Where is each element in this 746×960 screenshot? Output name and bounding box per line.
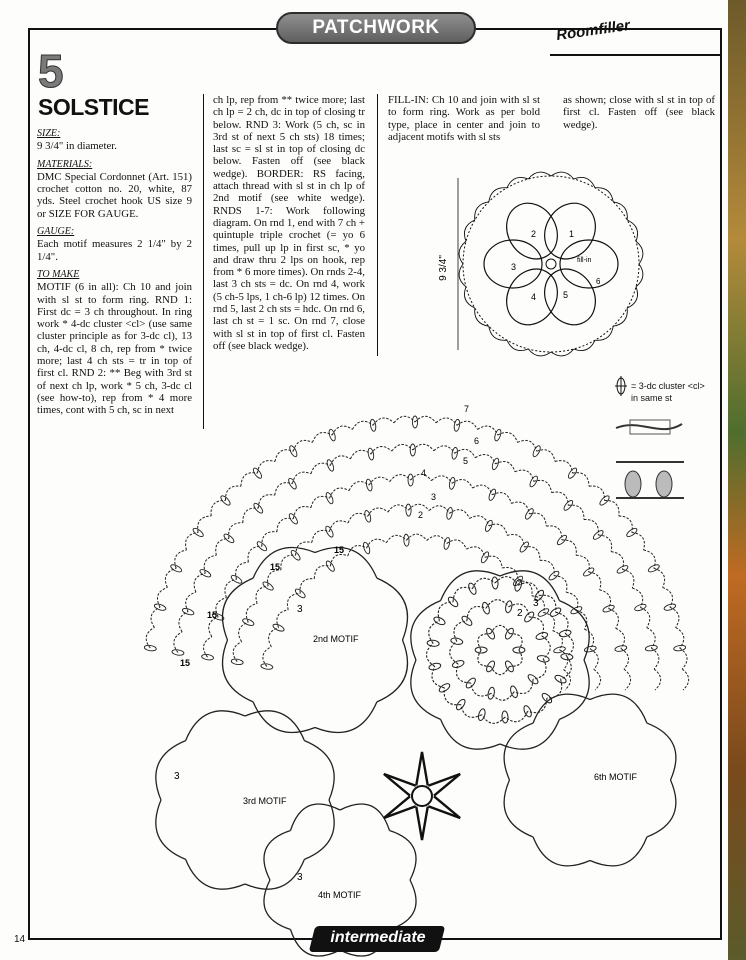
border-round-loop <box>632 532 645 549</box>
round-number: 3 <box>297 872 303 883</box>
border-round-loop <box>262 532 277 547</box>
border-round-loop <box>589 572 601 590</box>
legend-cluster-text: = 3-dc cluster <cl> <box>631 381 705 391</box>
motif-label: 6th MOTIF <box>594 772 638 782</box>
border-round-loop <box>330 488 349 498</box>
border-round-loop <box>293 440 312 451</box>
border-round-loop <box>584 519 598 534</box>
motif-scallop <box>647 780 676 837</box>
petal-number: 3 <box>511 262 517 272</box>
motif-scallop <box>389 880 416 929</box>
motif-scallop <box>315 548 377 579</box>
border-round-loop <box>392 444 413 451</box>
gauge-label: GAUGE: <box>37 226 75 238</box>
round-number: 15 <box>334 545 345 555</box>
fill-in-star-point <box>384 774 416 796</box>
border-round-loop <box>609 609 619 629</box>
instructions-text-2: ch lp, rep from ** twice more; last ch lp = 2 ch, dc in top of closing tr below. RND 3: Work (5 ch, sc in 3rd st of next 5 ch sts) 18 times; last sc = sl st in top of closing dc below. Fasten off (see black wedge). BORDER: RS facing, attach thread with sl st in ch lp of 2nd motif (see white wedge). RNDS 1-7: Work following diagram. On rnd 1, end with 7 ch + quintuple triple crochet (= yo 6 times, pull up lp in first sc, * yo and draw thru 2 lps on hook, rep from * 6 more times). On rnds 2-4, last 3 ch sts = dc. On rnd 4, work (5 ch-5 lps, 1 ch-6 lp) 12 times. On rnd 5, last 2 ch sts = hdc. On rnd 6, last ch st = 1 sc. On rnd 7, close with sl st in top of first cl. Fasten off (see black wedge). <box>213 94 365 352</box>
category-label: Roomfiller <box>555 16 632 45</box>
page-number: 14 <box>14 934 26 945</box>
round-number: 6 <box>474 436 480 446</box>
border-round-loop <box>368 508 388 516</box>
cluster-stitch <box>562 499 574 512</box>
border-round-loop <box>413 444 434 450</box>
materials-label: MATERIALS: <box>37 158 93 170</box>
round-number: 15 <box>207 610 218 620</box>
border-round-loop <box>518 440 537 451</box>
border-round-loop <box>269 628 279 647</box>
border-round-loop <box>258 495 275 509</box>
fill-in-star-point <box>416 752 428 785</box>
border-round-loop <box>239 622 249 642</box>
border-round-loop <box>151 607 160 627</box>
border-round-loop <box>605 500 619 515</box>
motif-scallop <box>504 723 533 780</box>
border-round-loop <box>371 446 392 454</box>
border-round-loop <box>427 536 447 544</box>
border-round-loop <box>511 502 529 514</box>
border-round-loop <box>436 418 457 425</box>
border-round-loop <box>475 455 495 464</box>
border-round-loop <box>388 505 409 512</box>
materials-text: DMC Special Cordonnet (Art. 151) crochet cotton no. 20, white, 87 yds. Steel crochet hook US size 9 or SIZE FOR GAUGE. <box>37 170 192 220</box>
border-round-loop <box>373 418 394 425</box>
petal-number: 6 <box>596 277 601 286</box>
motif-scallop <box>291 804 340 831</box>
border-round-loop <box>367 539 387 548</box>
motif-scallop <box>441 719 500 749</box>
petal-number: 5 <box>563 290 569 300</box>
motif-scallop <box>245 711 304 741</box>
motif-scallop <box>186 711 245 741</box>
petal-number: 2 <box>531 229 537 239</box>
border-round-loop <box>598 535 611 552</box>
fill-in-star-point <box>384 796 416 818</box>
border-round-loop <box>243 508 258 523</box>
section-header: PATCHWORK <box>276 12 476 44</box>
border-round-loop <box>507 534 524 547</box>
border-round-loop <box>329 521 348 532</box>
border-round-loop <box>590 649 598 669</box>
to-make-label: TO MAKE <box>37 268 80 280</box>
border-round-loop <box>406 534 426 540</box>
motif-scallop <box>504 780 533 837</box>
motif-scallop <box>223 578 254 640</box>
pattern-title: SOLSTICE <box>38 94 150 120</box>
motif-scallop <box>156 800 186 859</box>
border-round-loop <box>332 426 352 435</box>
border-round-loop <box>654 669 661 690</box>
motif-label: 3rd MOTIF <box>243 796 287 806</box>
motif-scallop <box>264 831 291 880</box>
border-round-loop <box>186 532 199 549</box>
motif-scallop <box>389 831 416 880</box>
border-round-loop <box>394 416 415 423</box>
border-round-loop <box>165 568 176 587</box>
motif-scallop <box>441 571 500 601</box>
instructions-text-4: as shown; close with sl st in top of first cl. Fasten off (see black wedge). <box>563 94 715 131</box>
motif-scallop <box>590 837 647 866</box>
border-round-loop <box>429 506 449 514</box>
border-round-loop <box>257 461 274 474</box>
motif-scallop <box>647 723 676 780</box>
border-round-loop <box>194 573 205 592</box>
border-round-loop <box>478 426 498 435</box>
round-number: 4 <box>421 468 427 478</box>
size-text: 9 3/4" in diameter. <box>37 140 117 153</box>
border-round-loop <box>330 456 350 466</box>
border-round-loop <box>670 607 679 627</box>
size-label: SIZE: <box>37 128 61 139</box>
motif-scallop <box>304 741 334 800</box>
motif-scallop <box>253 702 315 733</box>
gauge-text: Each motif measures 2 1/4" by 2 1/4". <box>37 238 192 263</box>
motif-scallop <box>559 660 589 719</box>
round-number: 3 <box>431 492 437 502</box>
motif-scallop <box>315 702 377 733</box>
border-round-loop <box>624 669 631 690</box>
border-round-loop <box>216 538 229 555</box>
fill-in-star-point <box>428 774 460 796</box>
border-round-loop <box>248 546 262 562</box>
border-round-loop <box>225 579 237 597</box>
border-round-loop <box>390 475 411 482</box>
border-round-loop <box>621 648 629 669</box>
border-round-loop <box>651 648 659 669</box>
border-round-loop <box>680 648 687 669</box>
fill-in-label: fill-in <box>577 257 592 264</box>
motif-scallop <box>304 800 334 859</box>
motif-label: 4th MOTIF <box>318 890 362 900</box>
border-round-loop <box>543 613 554 631</box>
fill-in-ring <box>412 786 432 806</box>
pattern-number: 5 <box>38 45 64 97</box>
border-round-loop <box>225 486 240 500</box>
to-make-text: MOTIF (6 in all): Ch 10 and join with sl st to form ring. RND 1: First dc = 3 ch throughout. In ring work * 4-dc cluster <cl> (use same cluster principle as for 3-dc cl), 13 ch, 4-dc cl, 8 ch, rep from * twice more; last 4 ch sts = tr in top of first cl. RND 2: ** Beg with 3rd st of next ch lp, work * 5 ch, 3-dc cl (see how-to), rep from * 4 more times, cont with 5 ch, sc in next <box>37 281 192 417</box>
motif-label: 2nd MOTIF <box>313 634 359 644</box>
border-round-loop <box>179 612 188 632</box>
motif-scallop <box>223 640 254 702</box>
border-round-loop <box>330 554 348 566</box>
motif-scallop <box>156 741 186 800</box>
motif-scallop <box>245 859 304 889</box>
border-round-loop <box>211 500 225 515</box>
round-number: 15 <box>270 562 281 572</box>
petal-number: 4 <box>531 292 537 302</box>
border-round-loop <box>473 485 493 495</box>
round-number: 2 <box>418 510 424 520</box>
round-number: 3 <box>297 604 303 615</box>
border-round-loop <box>470 516 489 526</box>
round-number: 3 <box>533 598 539 609</box>
motif-scallop <box>186 859 245 889</box>
border-round-loop <box>415 416 436 423</box>
border-round-loop <box>293 507 311 519</box>
border-round-loop <box>622 569 633 588</box>
border-round-loop <box>546 526 562 540</box>
border-round-loop <box>682 669 689 690</box>
petal-number: 1 <box>569 229 575 239</box>
border-round-loop <box>562 540 576 555</box>
motif-scallop <box>377 578 408 640</box>
border-round-loop <box>589 486 604 500</box>
border-round-loop <box>654 568 665 587</box>
motif-scallop <box>377 640 408 702</box>
round-number: 3 <box>174 771 180 782</box>
round-number: 2 <box>517 608 523 619</box>
border-round-loop <box>431 476 452 483</box>
motif-scallop <box>253 548 315 579</box>
border-round-loop <box>466 547 485 558</box>
border-round-loop <box>256 586 268 604</box>
border-round-loop <box>554 576 567 593</box>
dimension-label: 9 3/4" <box>438 255 449 281</box>
border-round-loop <box>434 446 455 453</box>
border-round-loop <box>369 477 390 485</box>
border-round-loop <box>555 461 572 474</box>
difficulty-label: intermediate <box>330 929 426 946</box>
border-round-loop <box>640 607 649 627</box>
fill-in-star-point <box>416 807 428 840</box>
border-round-loop <box>576 610 586 629</box>
border-round-loop <box>594 669 601 690</box>
border-round-loop <box>515 470 534 481</box>
round-number: 5 <box>463 456 469 466</box>
border-round-loop <box>552 492 569 505</box>
motif-scallop <box>590 694 647 723</box>
fill-in-star-point <box>428 796 460 818</box>
motif-scallop <box>411 601 441 660</box>
motif-scallop <box>340 804 389 831</box>
fill-in-text: FILL-IN: Ch 10 and join with sl st to form ring. Work as per bold type, place in center and join to adjacent motifs with sl sts <box>388 94 540 143</box>
motif-scallop <box>533 837 590 866</box>
round-number: 15 <box>180 658 191 668</box>
border-round-loop <box>292 472 311 484</box>
legend-same-st-text: in same st <box>631 393 673 403</box>
chart-stitches <box>144 416 689 956</box>
round-number: 7 <box>464 404 470 414</box>
